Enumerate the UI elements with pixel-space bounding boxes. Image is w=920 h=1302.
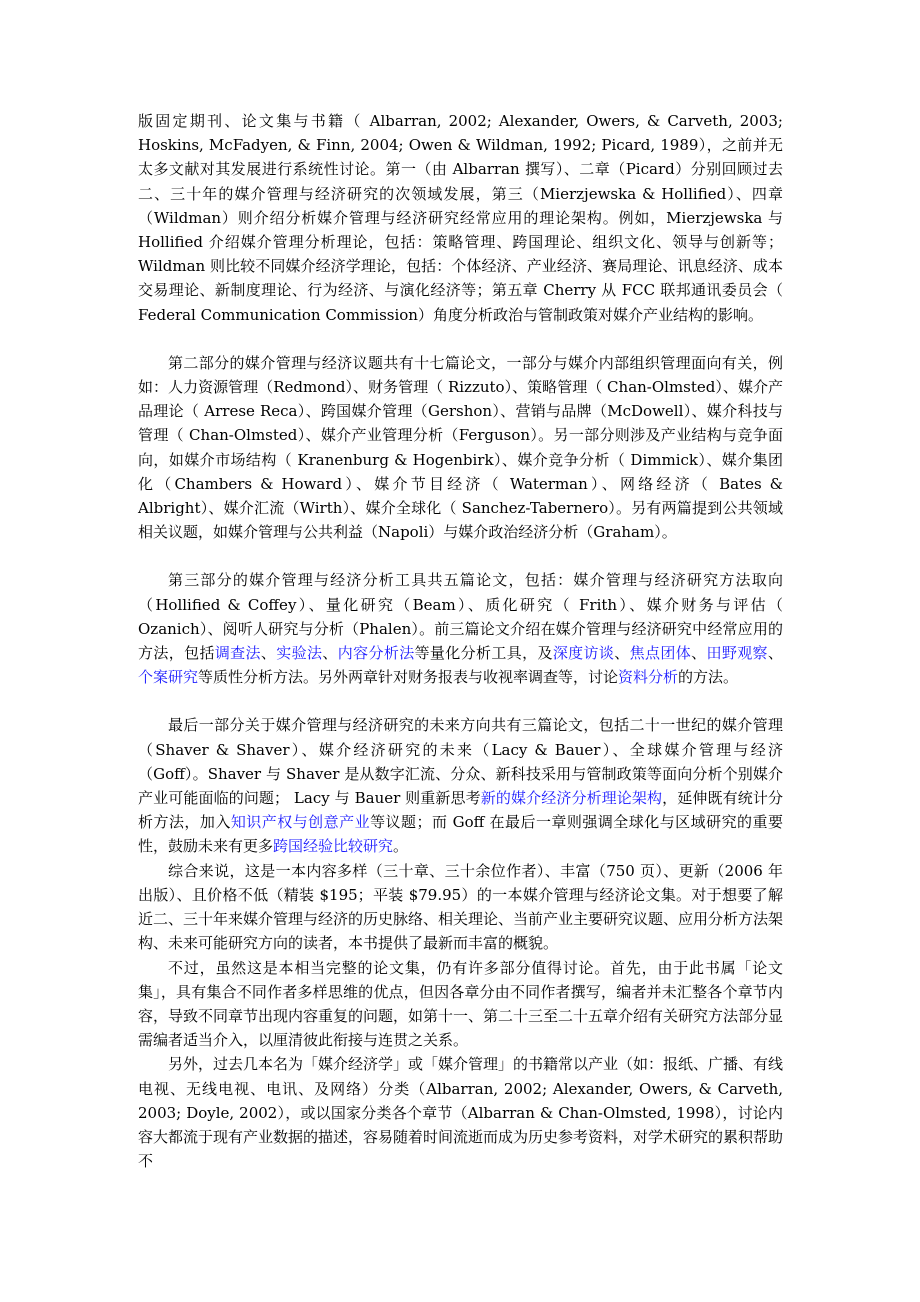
inline-link[interactable]: 焦点团体	[629, 644, 692, 663]
paragraph-text: 的方法。	[678, 668, 739, 687]
paragraph-text: 第三部分的媒介管理与经济分析工具共五篇论文，包括：媒介管理与经济研究方法取向（Hollified & Coffey）、量化研究（Beam）、质化研究（ Frith）、媒介财务与评估（ Ozanich）、阅听人研究与分析（Phalen）。前三篇论文介绍在媒介管理与经济研究中经常应用的方法，包括	[138, 571, 783, 663]
paragraph-text: 版固定期刊、论文集与书籍（ Albarran, 2002; Alexander, Owers, & Carveth, 2003; Hoskins, McFadyen, & Finn, 2004; Owen & Wildman, 1992; Picard, 1989），之前并无太多文献对其发展进行系统性讨论。第一（由 Albarran 撰写）、二章（Picard）分别回顾过去二、三十年的媒介管理与经济研究的次领域发展，第三（Mierzjewska & Hollified）、四章（Wildman）则介绍分析媒介管理与经济研究经常应用的理论架构。例如，Mierzjewska 与 Hollified 介绍媒介管理分析理论，包括：策略管理、跨国理论、组织文化、领导与创新等；Wildman 则比较不同媒介经济学理论，包括：个体经济、产业经济、赛局理论、讯息经济、成本交易理论、新制度理论、行为经济、与演化经济等；第五章 Cherry 从 FCC 联邦通讯委员会（ Federal Communication Commission）角度分析政治与管制政策对媒介产业结构的影响。	[138, 112, 783, 324]
paragraph-text: 。	[393, 837, 409, 856]
inline-link[interactable]: 资料分析	[618, 668, 679, 687]
paragraph-p1	[138, 109, 783, 327]
paragraph-text: 等质性分析方法。另外两章针对财务报表与收视率调查等，讨论	[198, 668, 619, 687]
inline-link[interactable]: 个案研究	[138, 668, 199, 687]
inline-link[interactable]: 跨国经验比较研究	[273, 837, 394, 856]
inline-link[interactable]: 知识产权与创意产业	[230, 813, 371, 832]
paragraph-text: 、	[767, 644, 783, 663]
paragraph-p5	[138, 859, 783, 956]
paragraph-p2	[138, 351, 783, 545]
inline-link[interactable]: 新的媒介经济分析理论架构	[480, 789, 663, 808]
paragraph-text: 不过，虽然这是本相当完整的论文集，仍有许多部分值得讨论。首先，由于此书属「论文集」，具有集合不同作者多样思维的优点，但因各章分由不同作者撰写，编者并未汇整各个章节内容，导致不同章节出现内容重复的问题，如第十一、第二十三至二十五章介绍有关研究方法部分显需编者适当介入，以厘清彼此衔接与连贯之关系。	[138, 958, 784, 1050]
paragraph-text: 第二部分的媒介管理与经济议题共有十七篇论文，一部分与媒介内部组织管理面向有关，例如：人力资源管理（Redmond）、财务管理（ Rizzuto）、策略管理（ Chan-Olmsted）、媒介产品理论（ Arrese Reca）、跨国媒介管理（Gershon）、营销与品牌（McDowell）、媒介科技与管理（ Chan-Olmsted）、媒介产业管理分析（Ferguson）。另一部分则涉及产业结构与竞争面向，如媒介市场结构（ Kranenburg & Hogenbirk）、媒介竞争分析（ Dimmick）、媒介集团化（Chambers & Howard）、媒介节目经济（ Waterman）、网络经济（ Bates & Albright）、媒介汇流（Wirth）、媒介全球化（ Sanchez-Tabernero）。另有两篇提到公共领域相关议题，如媒介管理与公共利益（Napoli）与媒介政治经济分析（Graham）。	[138, 353, 783, 542]
paragraph-text: 等议题；而 Goff 在最后一章则强调全球化与区域研究的重要性，鼓励未来有更多	[138, 813, 783, 856]
inline-link[interactable]: 调查法	[214, 644, 261, 663]
paragraph-p4	[138, 713, 783, 858]
paragraph-text: 另外，过去几本名为「媒介经济学」或「媒介管理」的书籍常以产业（如：报纸、广播、有线电视、无线电视、电讯、及网络）分类（Albarran, 2002; Alexander, Owers, & Carveth, 2003; Doyle, 2002），或以国家分类各个章节（Albarran & Chan-Olmsted, 1998），讨论内容大都流于现有产业数据的描述，容易随着时间流逝而成为历史参考资料，对学术研究的累积帮助不	[138, 1055, 784, 1171]
paragraph-text: 最后一部分关于媒介管理与经济研究的未来方向共有三篇论文，包括二十一世纪的媒介管理（Shaver & Shaver）、媒介经济研究的未来（Lacy & Bauer）、全球媒介管理与经济（Goff）。Shaver 与 Shaver 是从数字汇流、分众、新科技采用与管制政策等面向分析个别媒介产业可能面临的问题； Lacy 与 Bauer 则重新思考	[138, 716, 783, 808]
paragraph-text: 、	[614, 644, 630, 663]
paragraph-text: 、	[260, 644, 277, 663]
inline-link[interactable]: 实验法	[276, 644, 323, 663]
paragraph-text: 、	[691, 644, 707, 663]
document-body	[138, 109, 783, 1173]
inline-link[interactable]: 内容分析法	[337, 644, 415, 663]
paragraph-p6	[138, 956, 783, 1053]
paragraph-p7	[138, 1052, 783, 1173]
paragraph-text: 等量化分析工具，及	[414, 644, 553, 663]
paragraph-p3	[138, 568, 783, 689]
paragraph-text: 综合来说，这是一本内容多样（三十章、三十余位作者）、丰富（750 页）、更新（2006 年出版）、且价格不低（精装 $195；平装 $79.95）的一本媒介管理与经济论文集。对于想要了解近二、三十年来媒介管理与经济的历史脉络、相关理论、当前产业主要研究议题、应用分析方法架构、未来可能研究方向的读者，本书提供了最新而丰富的概貌。	[138, 861, 784, 953]
paragraph-text: ，延伸既有统计分析方法，加入	[138, 789, 783, 832]
inline-link[interactable]: 深度访谈	[552, 644, 615, 663]
inline-link[interactable]: 田野观察	[706, 644, 768, 663]
paragraph-text: 、	[322, 644, 338, 663]
